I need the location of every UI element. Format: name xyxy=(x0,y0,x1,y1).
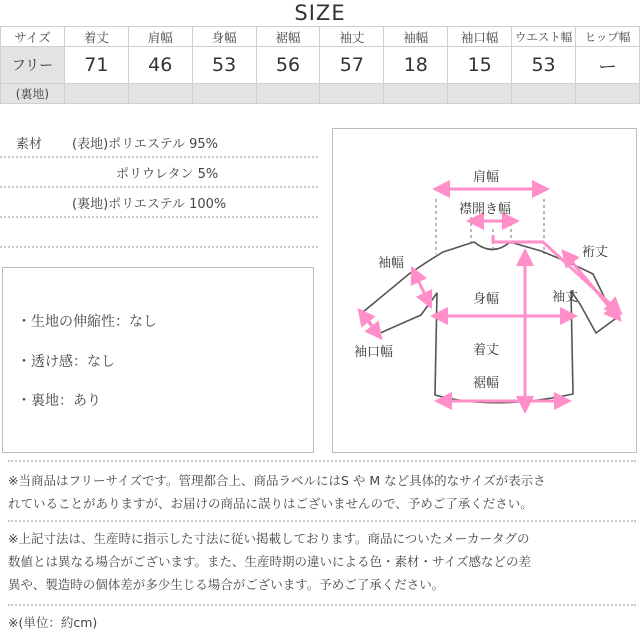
size-table-lining-row xyxy=(1,84,640,104)
value-cell: 57 xyxy=(320,47,384,84)
sheerness-property: ・透け感：なし xyxy=(17,354,115,370)
header-cell: サイズ xyxy=(1,27,65,47)
note-line: ※上記寸法は、生産時に指示した寸法に従い掲載しております。商品についたメーカータグの xyxy=(8,531,530,546)
value-cell: 56 xyxy=(256,47,320,84)
header-cell: 着丈 xyxy=(64,27,128,47)
material-label: 素材 xyxy=(16,137,43,152)
header-cell: ウエスト幅 xyxy=(512,27,576,47)
note-line: れていることがありますが、お届けの商品に誤りはございませんので、予めご了承ください。 xyxy=(8,496,533,511)
value-cell: 18 xyxy=(384,47,448,84)
material-line: (表地)ポリエステル 95% xyxy=(72,137,219,152)
stretch-property: ・生地の伸縮性：なし xyxy=(17,314,157,330)
size-table-header-row xyxy=(1,27,640,47)
material-row xyxy=(0,188,318,218)
lining-label: (裏地) xyxy=(1,84,65,104)
header-cell: 肩幅 xyxy=(128,27,192,47)
label-shoulder: 肩幅 xyxy=(473,170,500,185)
divider xyxy=(8,604,636,606)
label-neck: 襟開き幅 xyxy=(459,202,512,217)
note-free-size xyxy=(8,469,636,515)
measurement-diagram xyxy=(332,128,637,453)
value-cell: 53 xyxy=(192,47,256,84)
note-unit: ※(単位：約cm) xyxy=(8,615,98,630)
value-cell: 15 xyxy=(448,47,512,84)
fabric-properties-box xyxy=(2,267,314,453)
note-measurements xyxy=(8,527,636,596)
value-cell: 53 xyxy=(512,47,576,84)
label-length: 着丈 xyxy=(473,343,500,358)
size-table-value-row xyxy=(1,47,640,84)
header-cell: 袖幅 xyxy=(384,27,448,47)
note-line: 数値とは異なる場合がございます。また、生産時期の違いによる色・素材・サイズ感などの差 xyxy=(8,554,532,569)
material-row-empty xyxy=(0,218,318,248)
divider xyxy=(8,520,636,522)
label-sleeve-length: 袖丈 xyxy=(552,290,579,305)
value-cell: 71 xyxy=(64,47,128,84)
header-cell: ヒップ幅 xyxy=(576,27,640,47)
header-cell: 袖丈 xyxy=(320,27,384,47)
size-title: SIZE xyxy=(294,1,346,25)
label-cuff: 袖口幅 xyxy=(354,345,394,360)
lining-property: ・裏地：あり xyxy=(17,393,101,409)
header-cell: 身幅 xyxy=(192,27,256,47)
note-line: ※当商品はフリーサイズです。管理都合上、商品ラベルにはS や M など具体的なサイズが表示さ xyxy=(8,473,546,488)
label-sleeve-width: 袖幅 xyxy=(378,256,405,271)
label-hem: 裾幅 xyxy=(473,376,500,391)
size-table xyxy=(0,26,640,104)
note-line: 異や、製造時の個体差が多少生じる場合がございます。予めご了承ください。 xyxy=(8,577,445,592)
label-yuki: 裄丈 xyxy=(582,245,609,260)
header-cell: 裾幅 xyxy=(256,27,320,47)
material-row xyxy=(0,158,318,188)
garment-diagram-svg xyxy=(333,129,638,454)
value-cell: 46 xyxy=(128,47,192,84)
label-body-width: 身幅 xyxy=(473,292,500,307)
materials-section xyxy=(0,128,318,248)
value-cell: ー xyxy=(576,47,640,84)
material-row xyxy=(0,128,318,158)
value-cell: フリー xyxy=(1,47,65,84)
material-line: (裏地)ポリエステル 100% xyxy=(72,197,227,212)
divider xyxy=(8,460,636,462)
header-cell: 袖口幅 xyxy=(448,27,512,47)
material-line: ポリウレタン 5% xyxy=(116,167,219,182)
